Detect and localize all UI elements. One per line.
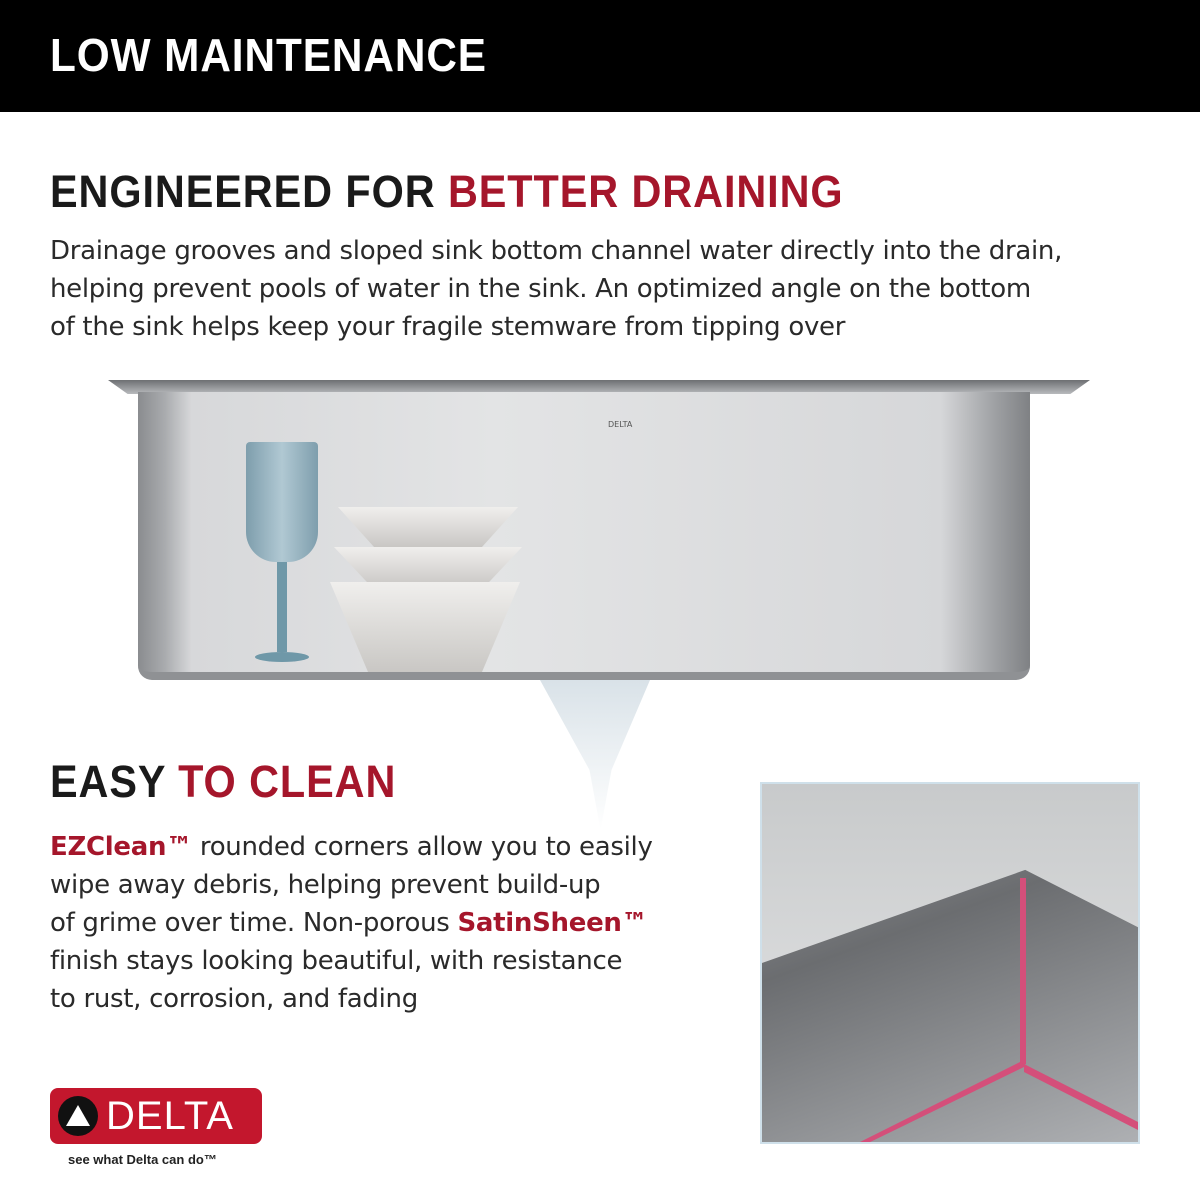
bowl [334, 547, 522, 587]
text-line [50, 904, 653, 942]
text-line: wipe away debris, helping prevent build-up [50, 870, 601, 900]
corner-closeup-photo [760, 782, 1140, 1144]
bowl [330, 582, 520, 672]
title-part: EASY [50, 756, 179, 807]
text: of grime over time. Non-porous [50, 908, 458, 938]
draining-water [540, 680, 650, 830]
text-line: Drainage grooves and sloped sink bottom channel water directly into the drain, [50, 236, 1063, 266]
delta-logo [50, 1088, 262, 1144]
text-line: of the sink helps keep your fragile stemware from tipping over [50, 312, 846, 342]
header-title: LOW MAINTENANCE [50, 29, 487, 81]
clean-description [50, 828, 653, 1018]
text-line: finish stays looking beautiful, with resistance [50, 946, 623, 976]
sink-brand-mark: DELTA [608, 420, 633, 429]
title-part: ENGINEERED FOR [50, 166, 448, 217]
text-line [50, 828, 653, 866]
text: rounded corners allow you to easily [191, 832, 653, 862]
title-accent: TO CLEAN [178, 756, 397, 807]
sink-basin [138, 392, 1030, 680]
text-line: helping prevent pools of water in the sink. An optimized angle on the bottom [50, 274, 1031, 304]
satinsheen-label: SatinSheen™ [457, 908, 648, 938]
header-banner [0, 0, 1200, 112]
draining-description [50, 232, 1062, 346]
ezclean-label: EZClean™ [50, 832, 192, 862]
logo-word: DELTA [106, 1093, 234, 1138]
wine-glass [246, 442, 318, 672]
bowl [338, 507, 518, 547]
section-title-draining [50, 166, 844, 218]
section-title-clean [50, 756, 396, 808]
logo-tagline: see what Delta can do™ [68, 1152, 217, 1167]
title-accent: BETTER DRAINING [447, 166, 844, 217]
delta-triangle-icon [58, 1096, 98, 1136]
sink-illustration [108, 380, 1090, 680]
text-line: to rust, corrosion, and fading [50, 984, 418, 1014]
